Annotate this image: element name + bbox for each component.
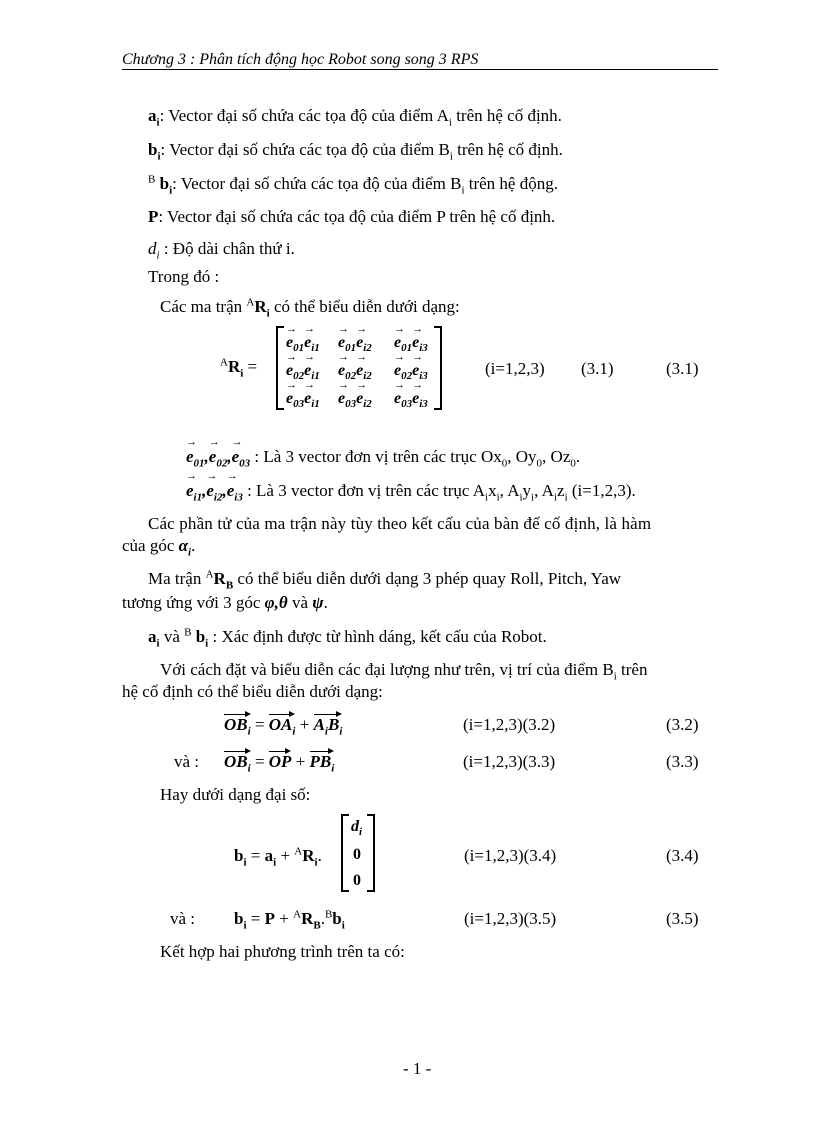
page-header: Chương 3 : Phân tích động học Robot song song 3 RPS [122, 51, 479, 68]
eq34-formula: $b_i = a_i + ^AR_i$. [234, 845, 322, 869]
eq35-formula: $b_i = P + ^AR_B.^Bb_i$ [234, 908, 345, 932]
unit-vectors-moving: → $e_{i1},\to e_{i2},\to e_{i3}$ : Là 3 vector đơn vị trên các trục $A_ix_i$, $A_iy_i$, $A_iz_i$ (i=1,2,3). [186, 482, 636, 499]
eq32-formula: $OB_i = OA_i + A_iB_i$ [224, 715, 343, 738]
para3: $a_i$ và $^B$ $b_i$ : Xác định được từ hình dáng, kết cấu của Robot. [148, 626, 547, 650]
column-vector: $d_i$ 0 0 [341, 814, 375, 892]
def-d: $d_i$ : Độ dài chân thứ i. [148, 239, 295, 262]
rotation-matrix: → $e_{01}\to e_{i1}$ → $e_{01}\to e_{i2}$ → $e_{01}\to e_{i3}$ → $e_{02}\to e_{i1}$ → $e_{02}\to e_{i2}$ → $e_{02}\to e_{i3}$ → $e_{03}\to e_{i1}$ → $e_{03}\to e_{i2}$ → $e_{03}\to e_{i3}$ [276, 326, 442, 410]
eq33-ref: (3.3) [666, 752, 699, 771]
eq34-cond: (i=1,2,3)(3.4) [464, 846, 557, 865]
trong-do: Trong đó : [148, 267, 220, 286]
eq31-ref-2: (3.1) [666, 359, 699, 378]
def-bb: $^B$ $b_i$: Vector đại số chứa các tọa độ của điểm $B_i$ trên hệ động. [148, 173, 558, 197]
def-a: $a_i$: Vector đại số chứa các tọa độ của điểm $A_i$ trên hệ cố định. [148, 106, 562, 129]
hay-duoi-dang: Hay dưới dạng đại số: [160, 785, 311, 804]
para4-line1: Với cách đặt và biểu diễn các đại lượng như trên, vị trí của điểm $B_i$ trên [160, 660, 648, 683]
eq31-cond: (i=1,2,3) [485, 359, 545, 378]
page-number: - 1 - [403, 1059, 432, 1078]
eq32-cond: (i=1,2,3)(3.2) [463, 715, 556, 734]
eq31-ref-1: (3.1) [581, 359, 614, 378]
header-rule [122, 69, 718, 70]
eq35-ref: (3.5) [666, 909, 699, 928]
unit-vectors-fixed: → $e_{01},\to e_{02},\to e_{03}$ : Là 3 vector đơn vị trên các trục $Ox_0$, $Oy_0$, $Oz_0$. [186, 448, 580, 465]
eq33-formula: $OB_i$ = OP + $PB_i$ [224, 752, 335, 775]
eq34-ref: (3.4) [666, 846, 699, 865]
eq35-va: và : [170, 909, 196, 928]
def-p: P: Vector đại số chứa các tọa độ của điểm P trên hệ cố định. [148, 207, 556, 226]
eq33-cond: (i=1,2,3)(3.3) [463, 752, 556, 771]
ket-hop: Kết hợp hai phương trình trên ta có: [160, 942, 405, 961]
eq35-cond: (i=1,2,3)(3.5) [464, 909, 557, 928]
eq32-ref: (3.2) [666, 715, 699, 734]
para4-line2: hệ cố định có thể biểu diễn dưới dạng: [122, 682, 383, 701]
para1-line2: của góc $\alpha_i$. [122, 536, 196, 559]
para2-line2: tương ứng với 3 góc φ,θ và ψ. [122, 593, 328, 612]
matrix-intro: Các ma trận $^AR_i$ có thể biểu diễn dưới dạng: [160, 296, 460, 320]
def-b: $b_i$: Vector đại số chứa các tọa độ của điểm $B_i$ trên hệ cố định. [148, 140, 563, 163]
para2-line1: Ma trận $^AR_B$ có thể biểu diễn dưới dạng 3 phép quay Roll, Pitch, Yaw [148, 568, 622, 592]
eq31-lhs: $^AR_i$ = [220, 356, 258, 380]
eq33-va: và : [174, 752, 200, 771]
para1-line1: Các phần tử của ma trận này tùy theo kết cấu của bàn đế cố định, là hàm [148, 514, 652, 533]
